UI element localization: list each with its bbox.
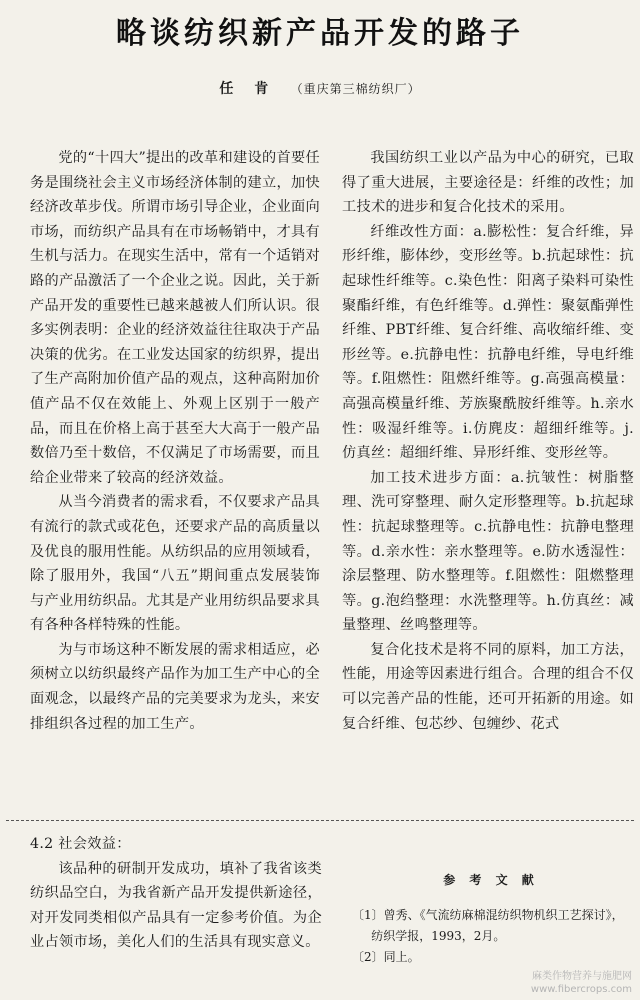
byline xyxy=(0,78,640,98)
watermark xyxy=(531,970,632,996)
paragraph: 我国纺织工业以产品为中心的研究，已取得了重大进展，主要途径是：纤维的改性；加工技术的进步和复合化技术的采用。 xyxy=(342,150,634,216)
right-column xyxy=(342,146,634,736)
paragraph: 纤维改性方面：a.膨松性：复合纤维，异形纤维，膨体纱，变形丝等。b.抗起球性：抗起球性纤维等。c.染色性：阳离子染料可染性聚酯纤维，有色纤维等。d.弹性：聚氨酯弹性纤维、PBT纤维、复合纤维、高收缩纤维、变形丝等。e.抗静电性：抗静电纤维，导电纤维等。f.阻燃性：阻燃纤维等。g.高强高模量：高强高模量纤维、芳族聚酰胺纤维等。h.亲水性：吸湿纤维等。i.仿麂皮：超细纤维等。j.仿真丝：超细纤维、异形纤维、变形丝等。 xyxy=(342,223,634,462)
watermark-line: www.fibercrops.com xyxy=(530,984,632,995)
section-divider xyxy=(6,820,634,821)
watermark-line: 麻类作物营养与施肥网 xyxy=(532,971,632,982)
author-name: 任 肯 xyxy=(219,81,277,97)
left-column xyxy=(30,146,320,736)
paragraph: 该品种的研制开发成功，填补了我省该类纺织品空白，为我省新产品开发提供新途径，对开发同类相似产品具有一定参考价值。为企业占领市场，美化人们的生活具有现实意义。 xyxy=(30,860,322,951)
author-affiliation: （重庆第三棉纺织厂） xyxy=(290,82,421,96)
references-title: 参 考 文 献 xyxy=(443,873,539,887)
social-benefit-section xyxy=(30,832,322,955)
reference-item: 〔2〕同上。 xyxy=(352,950,420,964)
references-section xyxy=(352,870,630,968)
paragraph: 从当今消费者的需求看，不仅要求产品具有流行的款式或花色，还要求产品的高质量以及优良的服用性能。从纺织品的应用领域看，除了服用外，我国“八五”期间重点发展装饰与产业用纺织品。尤其是产业用纺织品要求具有各种各样特殊的性能。 xyxy=(30,494,320,634)
section-heading: 4.2 社会效益： xyxy=(30,836,131,852)
paragraph: 党的“十四大”提出的改革和建设的首要任务是围绕社会主义市场经济体制的建立，加快经济改革步伐。所谓市场引导企业，企业面向市场，而纺织产品具有在市场畅销中，才具有生机与活力。在现实生活中，常有一个适销对路的产品激活了一个企业之说。因此，关于新产品开发的重要性已越来越被人们所认识。很多实例表明：企业的经济效益往往取决于产品决策的优劣。在工业发达国家的纺织界，提出了生产高附加价值产品的观点，这种高附加价值产品不仅在效能上、外观上区别于一般产品，而且在价格上高于甚至大大高于一般产品数倍乃至十数倍，不仅满足了市场需要，而且给企业带来了较高的经济效益。 xyxy=(30,150,320,486)
paragraph: 复合化技术是将不同的原料，加工方法，性能，用途等因素进行组合。合理的组合不仅可以完善产品的性能，还可开拓新的用途。如复合纤维、包芯纱、包缠纱、花式 xyxy=(342,641,634,732)
reference-item: 〔1〕曾秀、《气流纺麻棉混纺织物机织工艺探讨》，纺织学报，1993，2月。 xyxy=(352,908,624,943)
paragraph: 为与市场这种不断发展的需求相适应，必须树立以纺织最终产品作为加工生产中心的全面观念，以最终产品的完美要求为龙头，来安排组织各过程的加工生产。 xyxy=(30,641,320,732)
paragraph: 加工技术进步方面：a.抗皱性：树脂整理、洗可穿整理、耐久定形整理等。b.抗起球性：抗起球整理等。c.抗静电性：抗静电整理等。d.亲水性：亲水整理等。e.防水透湿性：涂层整理、防水整理等。f.阻燃性：阻燃整理等。g.泡绉整理：水洗整理等。h.仿真丝：减量整理、丝鸣整理等。 xyxy=(342,469,634,634)
article-title: 略谈纺织新产品开发的路子 xyxy=(116,16,524,51)
